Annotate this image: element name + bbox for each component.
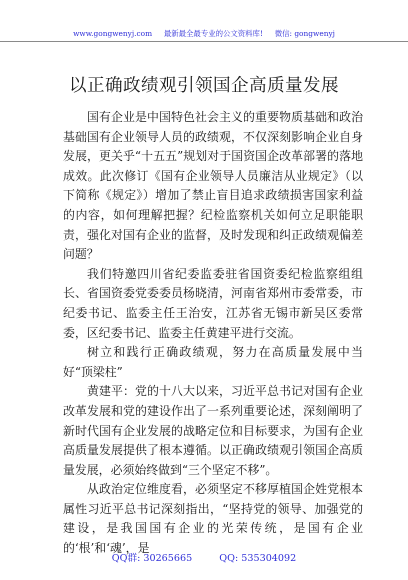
wechat-id: 微信: gongwenyj — [274, 29, 335, 38]
site-url-link[interactable]: www.gongwenyj.com — [73, 29, 153, 38]
section-heading: 树立和践行正确政绩观，努力在高质量发展中当好“顶梁柱” — [63, 345, 363, 379]
document-title: 以正确政绩观引领国企高质量发展 — [69, 76, 339, 96]
site-header — [0, 29, 408, 39]
header-divider — [0, 41, 408, 42]
body-paragraph-2: 我们特邀四川省纪委监委驻省国资委纪检监察组组长、省国资委党委委员杨晓清，河南省郑州市委常委，市纪委书记、监委主任王治安，江苏省无锡市新吴区委常委，区纪委书记、监委主任黄建平进行交流。 — [63, 266, 363, 340]
body-paragraph-3: 黄建平：党的十八大以来，习近平总书记对国有企业改革发展和党的建设作出了一系列重要论述，深刻阐明了新时代国有企业发展的战略定位和目标要求，为国有企业高质量发展提供了根本遵循。以正确政绩观引领国企高质量发展，必须始终做到“三个坚定不移”。 — [63, 384, 363, 477]
page-footer — [0, 553, 408, 565]
body-paragraph-4: 从政治定位维度看，必须坚定不移厚植国企姓党根本属性习近平总书记深刻指出，“坚持党的领导、加强党的建设，是我国国有企业的光荣传统，是国有企业的‘根’和‘魂’，是 — [63, 482, 363, 556]
body-paragraph-1: 国有企业是中国特色社会主义的重要物质基础和政治基础国有企业领导人员的政绩观，不仅深刻影响企业自身发展，更关乎“十五五”规划对于国资国企改革部署的落地成效。此次修订《国有企业领导人员廉洁从业规定》（以下简称《规定》）增加了禁止盲目追求政绩损害国家利益的内容，如何理解把握？纪检监察机关如何立足职能职责，强化对国有企业的监督，及时发现和纠正政绩观偏差问题？ — [63, 110, 363, 262]
qq-group-number: QQ群: 30265665 — [111, 553, 193, 564]
qq-number: QQ: 535304092 — [219, 553, 297, 564]
document-body — [63, 108, 363, 559]
site-slogan: 最新最全最专业的公文资料库! — [163, 29, 263, 38]
